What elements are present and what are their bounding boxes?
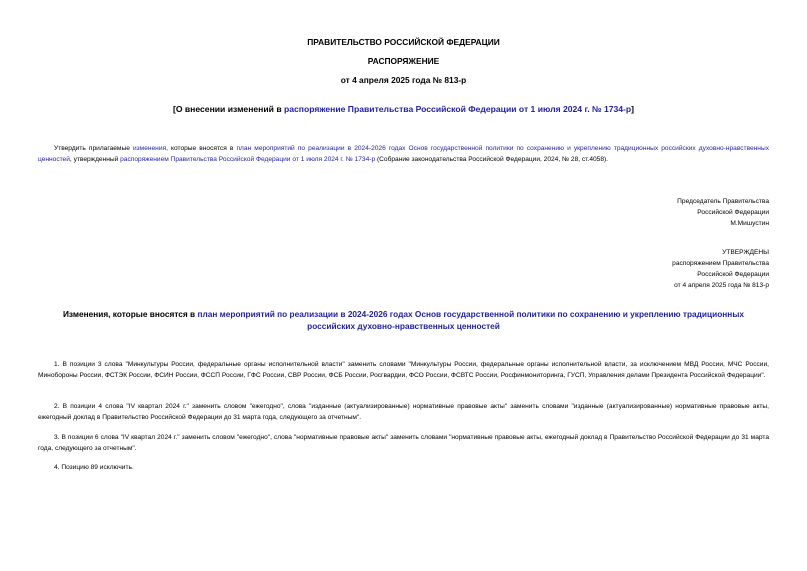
action-plan-link[interactable]: план мероприятий по реализации в 2024-2026 годах Основ государственной политики по сохранению и укреплению традиционных российских духовно-нравственных ценностей (38, 145, 769, 163)
change-item-1: 1. В позиции 3 слова "Минкультуры России, федеральные органы исполнительной власти" заменить словами "Минкультуры России, федеральные органы исполнительной власти, за исключением МВД России, МЧС России, Минобороны России, ФСТЭК России, ФСИН России, ФССП России, ГФС России, СВР России, ФСБ России, Росгвардии, ФСО России, ФСВТС России, Росфинмониторинга, ГУСП, Управления делами Президента Российской Федерации". (38, 361, 769, 379)
approval-block (672, 247, 769, 291)
changes-link[interactable]: изменения (132, 145, 167, 152)
changes-plan-link[interactable]: план мероприятий по реализации в 2024-2026 годах Основ государственной политики по сохранению и укреплению традиционных российских духовно-нравственных ценностей (197, 309, 745, 331)
intro-text-2: , которые вносятся в (166, 145, 237, 152)
intro-text-4: (Собрание законодательства Российской Федерации, 2024, № 28, ст.4058). (375, 155, 609, 163)
changes-heading (38, 309, 769, 332)
government-heading: ПРАВИТЕЛЬСТВО РОССИЙСКОЙ ФЕДЕРАЦИИ (307, 37, 500, 47)
intro-paragraph (38, 144, 769, 165)
signature-block (677, 196, 769, 229)
signature-country: Российской Федерации (697, 209, 769, 216)
approval-date: от 4 апреля 2025 года № 813-р (674, 282, 769, 289)
document-title (0, 104, 807, 114)
changes-heading-prefix: Изменения, которые вносятся в (62, 309, 198, 319)
approval-country: Российской Федерации (697, 271, 769, 278)
document-date-number: от 4 апреля 2025 года № 813-р (340, 75, 467, 85)
approval-status: УТВЕРЖДЕНЫ (722, 249, 769, 256)
approval-by: распоряжением Правительства (672, 260, 769, 267)
title-prefix: [О внесении изменений в (172, 104, 284, 114)
order-1734-link[interactable]: распоряжением Правительства Российской Федерации от 1 июля 2024 г. № 1734-р (120, 155, 376, 163)
signature-name: М.Мишустин (730, 220, 769, 227)
title-suffix: ] (631, 104, 635, 114)
title-referenced-order-link[interactable]: распоряжение Правительства Российской Федерации от 1 июля 2024 г. № 1734-р (284, 104, 632, 114)
intro-text-1: Утвердить прилагаемые (54, 145, 133, 152)
document-type: РАСПОРЯЖЕНИЕ (367, 56, 440, 66)
intro-text-3: , утвержденный (69, 155, 121, 163)
change-item-4: 4. Позицию 89 исключить. (54, 464, 134, 471)
signature-position: Председатель Правительства (677, 198, 769, 205)
change-item-3: 3. В позиции 6 слова "IV квартал 2024 г." заменить словом "ежегодно", слова "нормативные правовые акты" заменить словами "нормативные правовые акты, ежегодный доклад в Правительство Российской Федерации до 31 марта года, следующего за отчетным". (38, 434, 769, 452)
change-item-2: 2. В позиции 4 слова "IV квартал 2024 г." заменить словом "ежегодно", слова "изданные (актуализированные) нормативные правовые акты" заменить словами "изданные (актуализированные) нормативные правовые акты, ежегодный доклад в Правительство Российской Федерации до 31 марта года, следующего за отчетным". (38, 403, 769, 421)
